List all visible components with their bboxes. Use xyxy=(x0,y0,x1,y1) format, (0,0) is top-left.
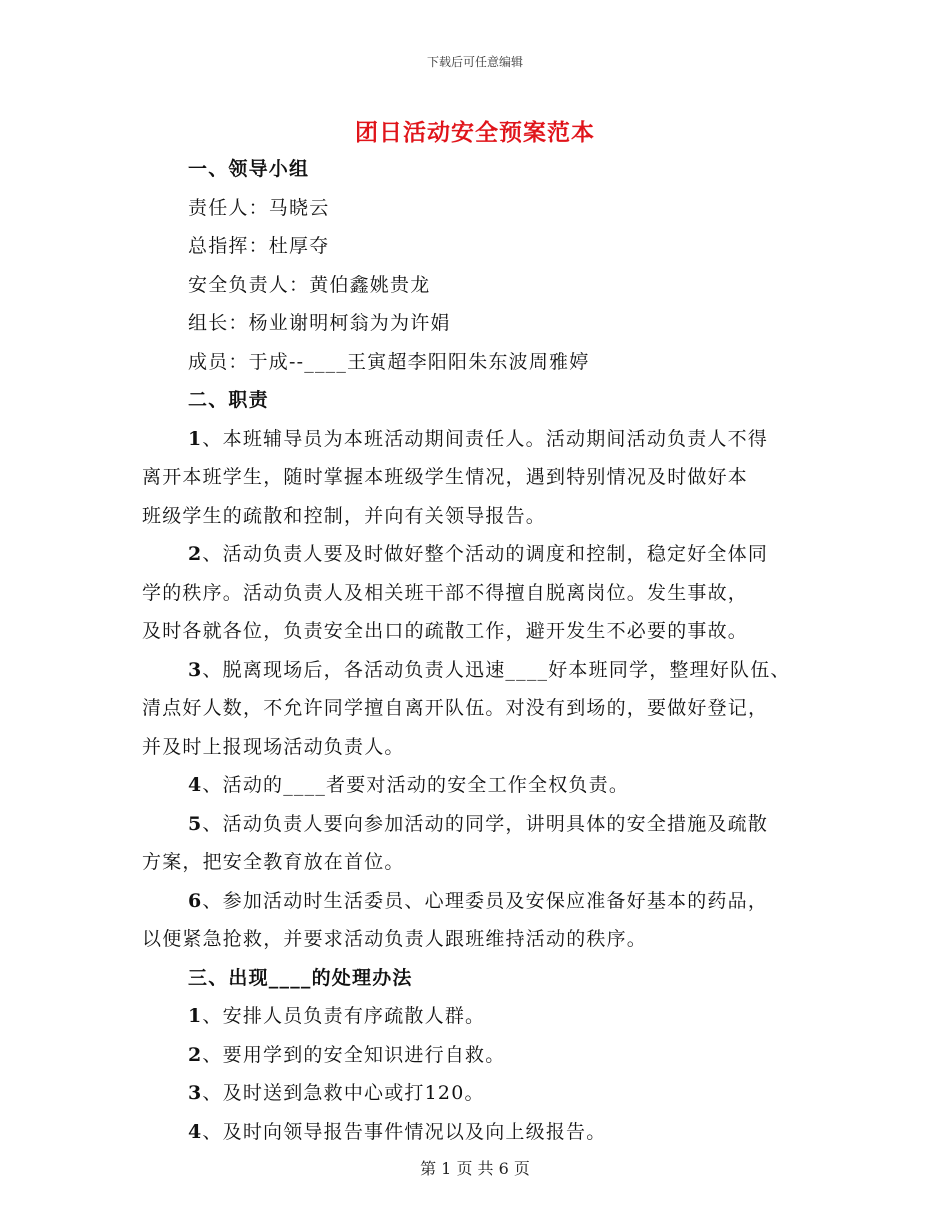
duty-paragraph-3 xyxy=(142,651,822,767)
duty-text: 学的秩序。活动负责人及相关班干部不得擅自脱离岗位。发生事故， xyxy=(142,581,749,604)
duty-number: 3 xyxy=(188,658,203,681)
handling-item-2 xyxy=(142,1036,822,1075)
handling-item-1 xyxy=(142,997,822,1036)
handling-text: 、及时送到急救中心或打120。 xyxy=(202,1082,485,1104)
duty-text: 、活动负责人要及时做好整个活动的调度和控制，稳定好全体同 xyxy=(202,543,769,565)
handling-number: 4 xyxy=(188,1120,203,1143)
duty-text: 、活动的____者要对活动的安全工作全权负责。 xyxy=(202,774,630,796)
duty-number: 2 xyxy=(188,543,203,565)
section-heading-duties: 二、职责 xyxy=(188,389,269,411)
handling-number: 1 xyxy=(188,1005,203,1027)
duty-text: 并及时上报现场活动负责人。 xyxy=(142,735,405,758)
handling-text: 、安排人员负责有序疏散人群。 xyxy=(202,1005,486,1027)
duty-text: 、脱离现场后，各活动负责人迅速____好本班同学，整理好队伍、 xyxy=(202,658,791,681)
duty-paragraph-6 xyxy=(142,882,822,959)
leader-group-head: 组长：杨业谢明柯翁为为许娟 xyxy=(188,312,451,334)
page-header-note: 下载后可任意编辑 xyxy=(426,55,523,69)
duty-text: 、活动负责人要向参加活动的同学，讲明具体的安全措施及疏散 xyxy=(202,812,769,835)
duty-paragraph-1 xyxy=(142,420,822,536)
duty-text: 班级学生的疏散和控制，并向有关领导报告。 xyxy=(142,504,547,527)
duty-text: 离开本班学生，随时掌握本班级学生情况，遇到特别情况及时做好本 xyxy=(142,466,749,488)
handling-item-3 xyxy=(142,1074,822,1113)
document-body xyxy=(142,150,822,1151)
duty-text: 、参加活动时生活委员、心理委员及安保应准备好基本的药品， xyxy=(202,889,769,912)
leader-safety: 安全负责人：黄伯鑫姚贵龙 xyxy=(188,273,431,296)
handling-item-4 xyxy=(142,1113,822,1152)
duty-number: 6 xyxy=(188,889,203,912)
duty-text: 方案，把安全教育放在首位。 xyxy=(142,851,405,873)
duty-text: 清点好人数，不允许同学擅自离开队伍。对没有到场的，要做好登记， xyxy=(142,697,769,719)
page-number-footer: 第 1 页 共 6 页 xyxy=(420,1159,530,1178)
duty-number: 4 xyxy=(188,774,203,796)
duty-paragraph-4 xyxy=(142,766,822,805)
duty-text: 、本班辅导员为本班活动期间责任人。活动期间活动负责人不得 xyxy=(202,427,769,450)
section-heading-leadership: 一、领导小组 xyxy=(188,158,310,180)
duty-text: 及时各就各位，负责安全出口的疏散工作，避开发生不必要的事故。 xyxy=(142,620,749,642)
handling-text: 、要用学到的安全知识进行自救。 xyxy=(202,1043,506,1066)
duty-text: 以便紧急抢救，并要求活动负责人跟班维持活动的秩序。 xyxy=(142,928,648,950)
duty-number: 5 xyxy=(188,812,203,835)
handling-number: 3 xyxy=(188,1082,203,1104)
document-title: 团日活动安全预案范本 xyxy=(355,119,595,146)
duty-paragraph-2 xyxy=(142,535,822,651)
handling-text: 、及时向领导报告事件情况以及向上级报告。 xyxy=(202,1120,607,1143)
duty-number: 1 xyxy=(188,427,203,450)
leader-commander: 总指挥：杜厚夺 xyxy=(188,235,330,257)
section-heading-handling: 三、出现____的处理办法 xyxy=(188,966,413,989)
handling-number: 2 xyxy=(188,1043,203,1066)
duty-paragraph-5 xyxy=(142,805,822,882)
leader-responsible: 责任人：马晓云 xyxy=(188,196,330,219)
leader-members: 成员：于成--____王寅超李阳阳朱东波周雅婷 xyxy=(188,350,590,373)
